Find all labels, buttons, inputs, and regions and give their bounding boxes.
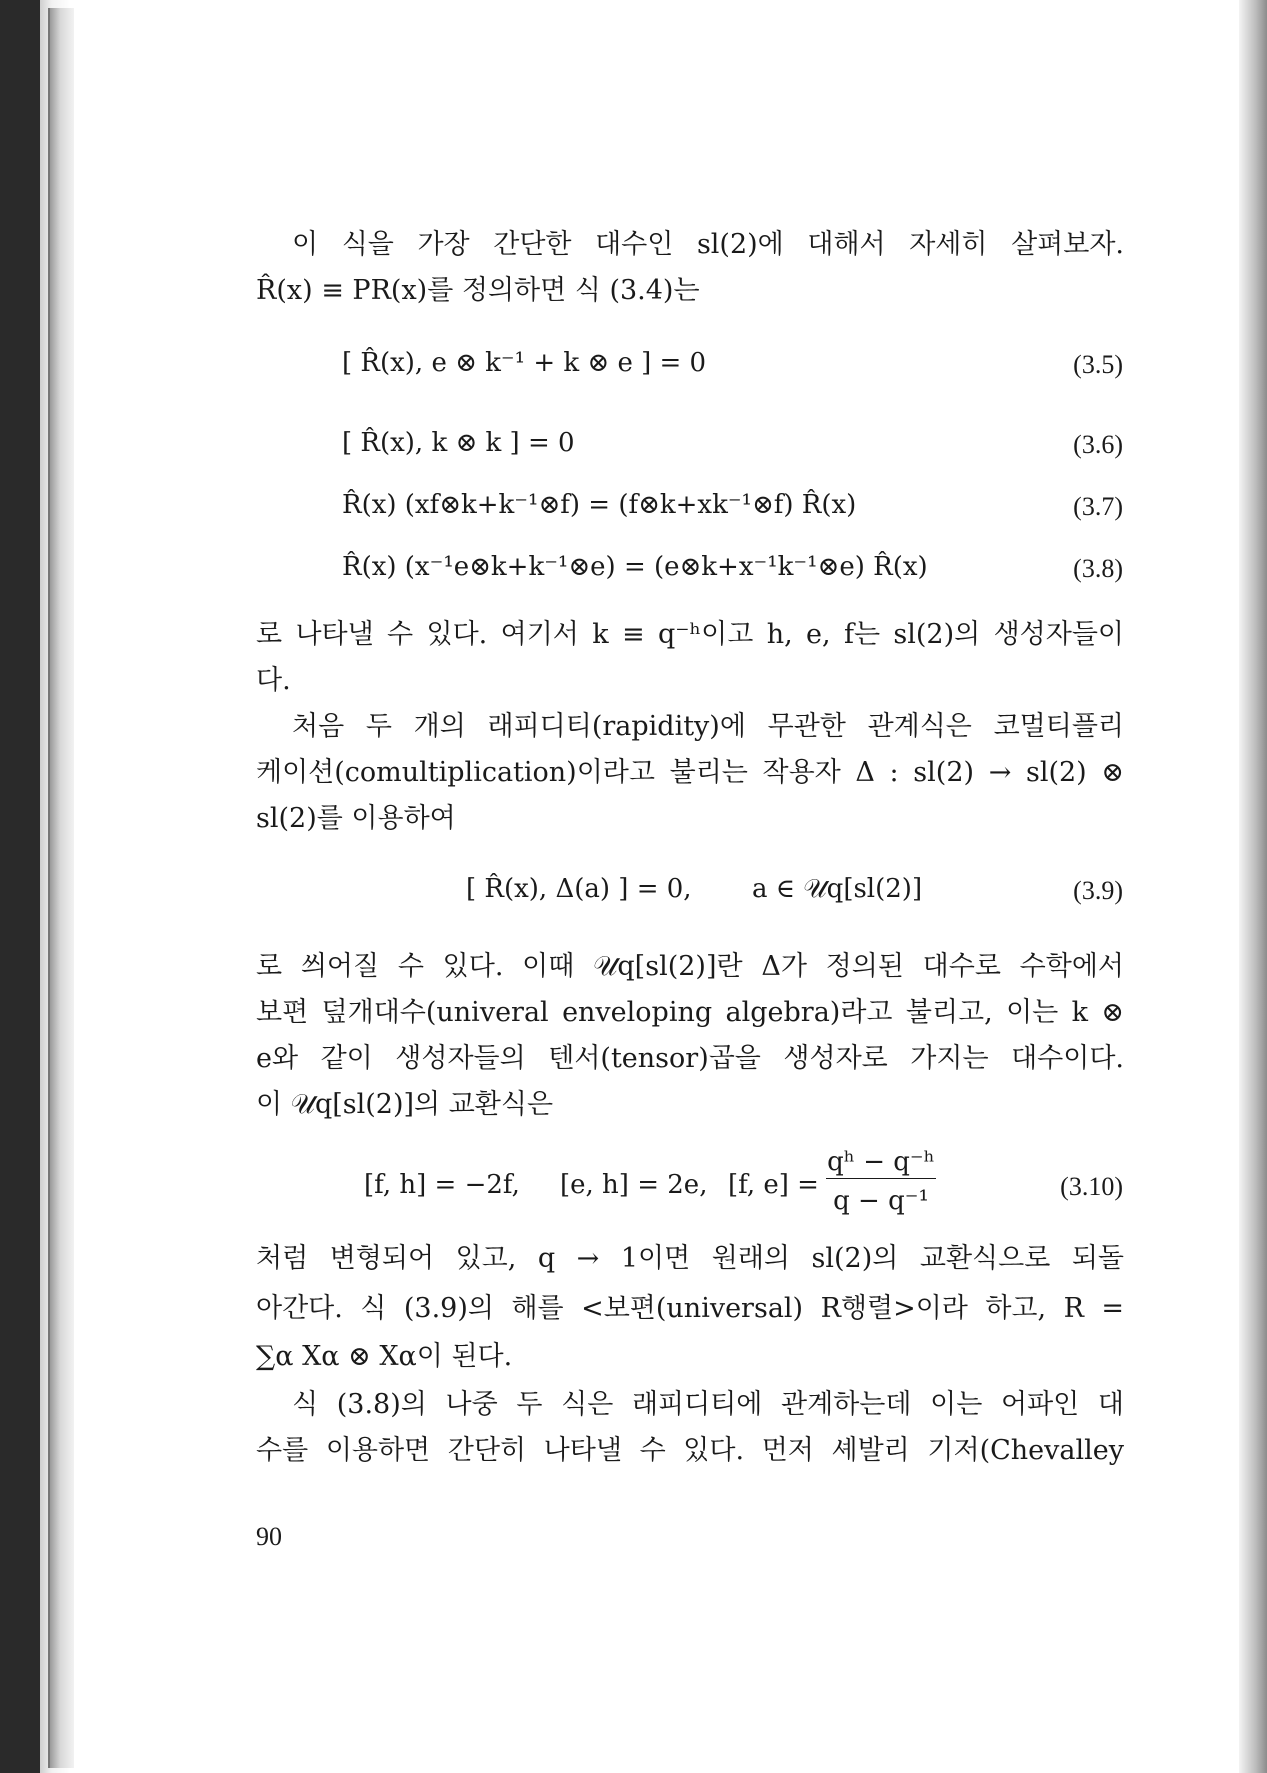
paragraph-line: 이 식을 가장 간단한 대수인 sl(2)에 대해서 자세히 살펴보자.	[292, 229, 1124, 260]
paragraph-line: R̂(x) ≡ PR(x)를 정의하면 식 (3.4)는	[256, 275, 700, 306]
equation-3-9-left: [ R̂(x), Δ(a) ] = 0,	[466, 874, 692, 904]
equation-number: (3.10)	[1060, 1172, 1123, 1201]
page-number: 90	[256, 1522, 282, 1551]
equation-3-10-part-a: [f, h] = −2f,	[364, 1170, 520, 1200]
paragraph-line: 식 (3.8)의 나중 두 식은 래피디티에 관계하는데 이는 어파인 대	[292, 1389, 1124, 1420]
equation-number: (3.9)	[1073, 876, 1123, 905]
paragraph-line: 로 씌어질 수 있다. 이때 𝒰q[sl(2)]란 Δ가 정의된 대수로 수학에서	[256, 951, 1124, 982]
paragraph-line: 로 나타낼 수 있다. 여기서 k ≡ q⁻ʰ이고 h, e, f는 sl(2)의 생성자들이	[256, 619, 1124, 650]
equation-number: (3.7)	[1073, 492, 1123, 521]
paragraph-line: 케이션(comultiplication)이라고 불리는 작용자 Δ : sl(2) → sl(2) ⊗	[256, 757, 1124, 788]
equation-3-5: [ R̂(x), e ⊗ k⁻¹ + k ⊗ e ] = 0	[342, 348, 707, 378]
equation-3-10-part-c: [f, e] =	[728, 1170, 819, 1200]
equation-3-8: R̂(x) (x⁻¹e⊗k+k⁻¹⊗e) = (e⊗k+x⁻¹k⁻¹⊗e) R̂(x)	[342, 552, 928, 582]
equation-3-10-part-b: [e, h] = 2e,	[560, 1170, 708, 1200]
paragraph-line: 아간다. 식 (3.9)의 해를 <보편(universal) R행렬>이라 하고, R =	[256, 1293, 1124, 1324]
paragraph-line: sl(2)를 이용하여	[256, 803, 456, 834]
paragraph-line: 다.	[256, 665, 291, 696]
equation-3-6: [ R̂(x), k ⊗ k ] = 0	[342, 428, 575, 458]
page-curl-edge	[1239, 0, 1267, 1773]
equation-3-9-right: a ∈ 𝒰q[sl(2)]	[752, 874, 923, 904]
book-spine-edge	[48, 8, 76, 1768]
fraction-denominator: q − q⁻¹	[833, 1186, 929, 1216]
fraction-numerator: qʰ − q⁻ʰ	[827, 1147, 935, 1177]
paragraph-line: 처럼 변형되어 있고, q → 1이면 원래의 sl(2)의 교환식으로 되돌	[256, 1243, 1124, 1274]
equation-number: (3.5)	[1073, 350, 1123, 379]
paragraph-line: e와 같이 생성자들의 텐서(tensor)곱을 생성자로 가지는 대수이다.	[256, 1043, 1124, 1074]
equation-number: (3.6)	[1073, 430, 1123, 459]
paragraph-line: 수를 이용하면 간단히 나타낼 수 있다. 먼저 셰발리 기저(Chevalley	[256, 1435, 1124, 1466]
paragraph-line: 처음 두 개의 래피디티(rapidity)에 무관한 관계식은 코멀티플리	[292, 711, 1124, 742]
equation-number: (3.8)	[1073, 554, 1123, 583]
equation-3-7: R̂(x) (xf⊗k+k⁻¹⊗f) = (f⊗k+xk⁻¹⊗f) R̂(x)	[342, 490, 857, 520]
paragraph-line: 이 𝒰q[sl(2)]의 교환식은	[256, 1089, 554, 1120]
paragraph-line: ∑α Xα ⊗ Xα이 된다.	[256, 1341, 513, 1372]
paragraph-line: 보편 덮개대수(univeral enveloping algebra)라고 불리고, 이는 k ⊗	[256, 997, 1124, 1028]
